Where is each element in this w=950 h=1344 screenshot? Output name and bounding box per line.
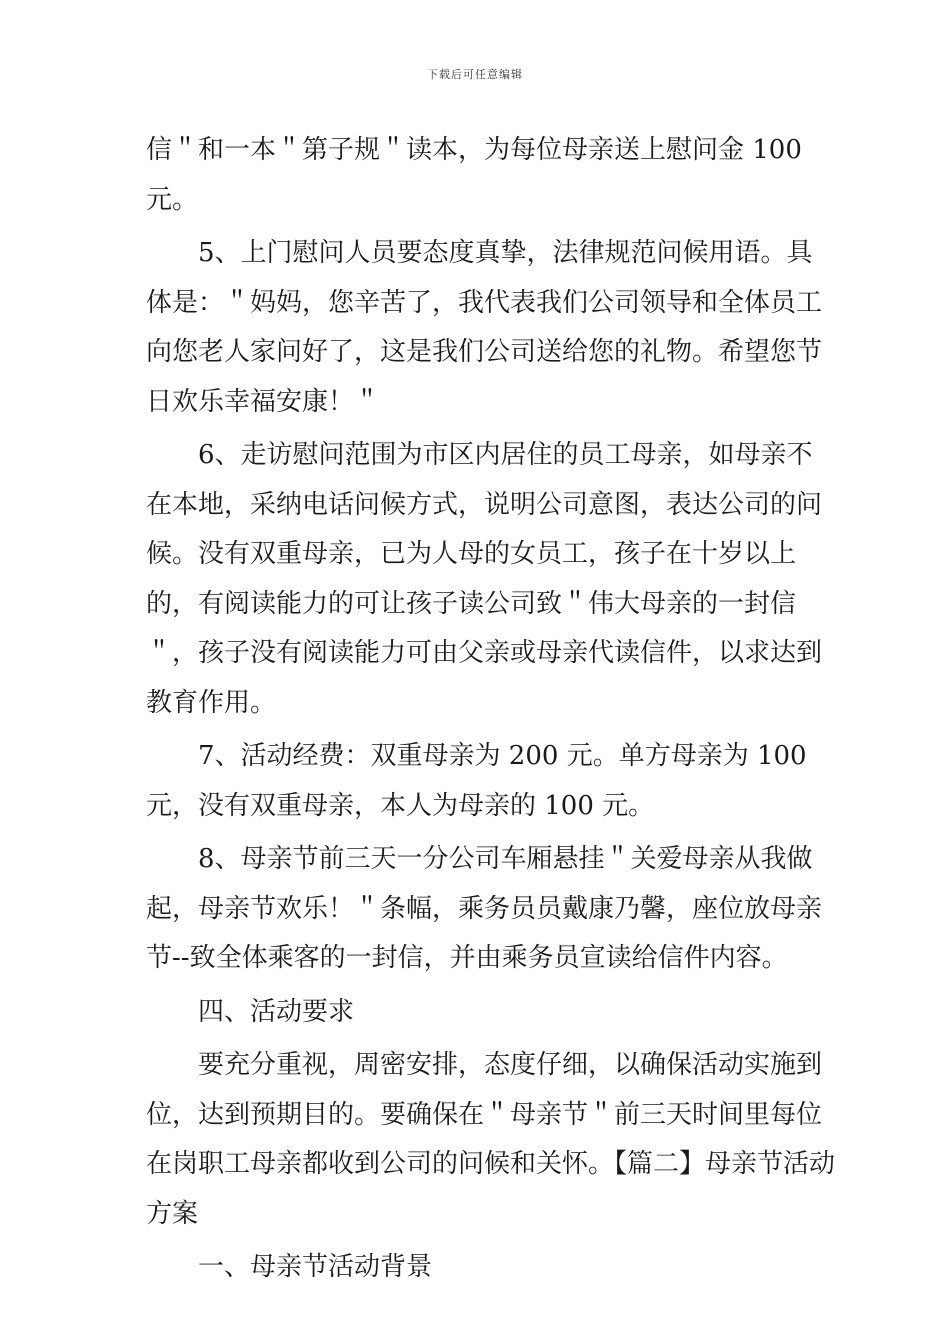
paragraph-2: 5、上门慰问人员要态度真挚，法律规范问候用语。具体是：＂妈妈，您辛苦了，我代表我们公司领导和全体员工向您老人家问好了，这是我们公司送给您的礼物。希望您节日欢乐幸福安康！＂	[146, 238, 823, 417]
paragraph-3: 6、走访慰问范围为市区内居住的员工母亲，如母亲不在本地，采纳电话问候方式，说明公司意图，表达公司的问候。没有双重母亲，已为人母的女员工，孩子在十岁以上的，有阅读能力的可让孩子读公司致＂伟大母亲的一封信＂，孩子没有阅读能力可由父亲或母亲代读信件，以求达到教育作用。	[146, 440, 823, 718]
paragraph-4: 7、活动经费：双重母亲为 200 元。单方母亲为 100 元，没有双重母亲，本人为母亲的 100 元。	[146, 741, 807, 821]
section-heading-requirements: 四、活动要求	[198, 996, 355, 1027]
page-header-note: 下载后可任意编辑	[427, 68, 523, 81]
paragraph-1: 信＂和一本＂第子规＂读本，为每位母亲送上慰问金 100 元。	[146, 135, 802, 215]
paragraph-6: 要充分重视，周密安排，态度仔细，以确保活动实施到位，达到预期目的。要确保在＂母亲节＂前三天时间里每位在岗职工母亲都收到公司的问候和关怀。【篇二】母亲节活动方案	[146, 1050, 836, 1229]
paragraph-5: 8、母亲节前三天一分公司车厢悬挂＂关爱母亲从我做起，母亲节欢乐！＂条幅，乘务员员戴康乃馨，座位放母亲节--致全体乘客的一封信，并由乘务员宣读给信件内容。	[146, 844, 823, 973]
document-body	[146, 126, 836, 1297]
section-heading-background: 一、母亲节活动背景	[198, 1252, 433, 1282]
